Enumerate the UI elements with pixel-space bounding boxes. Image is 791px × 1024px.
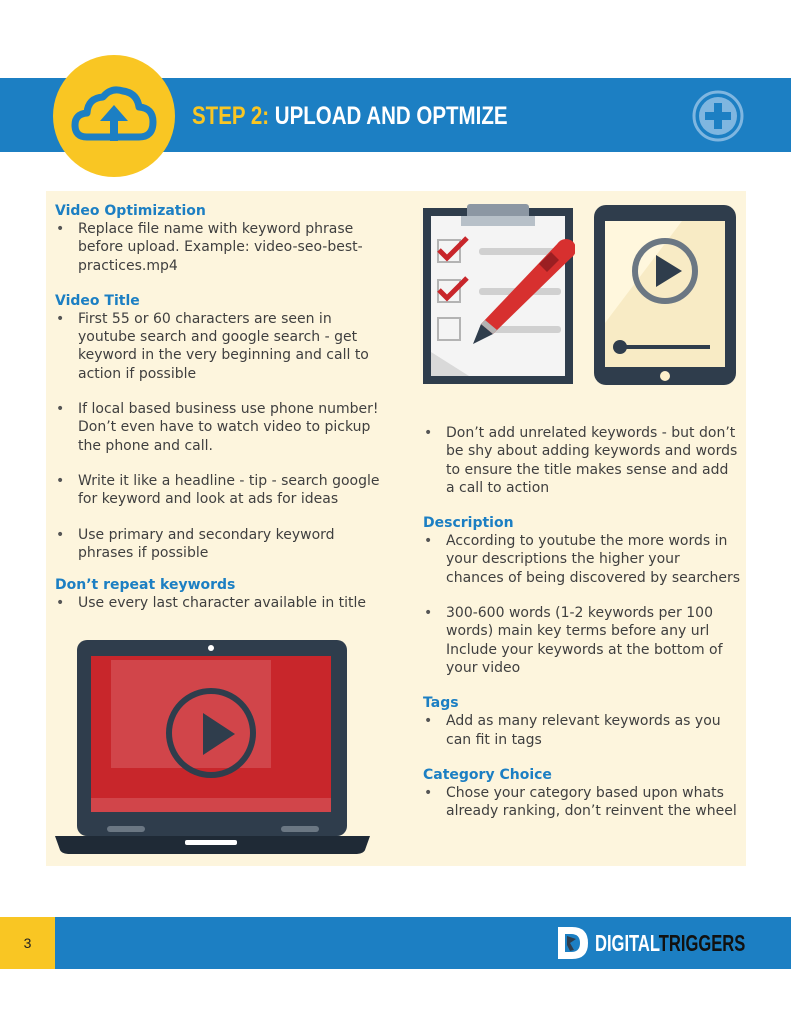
bullet-item: • First 55 or 60 characters are seen in youtube search and google search - get keyword in the very beginning and call to action if possible <box>55 310 385 383</box>
brand-part-2: TRIGGERS <box>658 930 746 956</box>
bullet-item: • Don’t add unrelated keywords - but don’t be shy about adding keywords and words to ensure the title makes sense and add a call to action <box>423 424 741 497</box>
bullet-item: • According to youtube the more words in your descriptions the higher your chances of being discovered by searchers <box>423 532 741 587</box>
bullet-item: • Write it like a headline - tip - search google for keyword and look at ads for ideas <box>55 472 385 509</box>
right-column <box>423 424 741 820</box>
section-heading: Description <box>423 515 514 532</box>
section-heading: Tags <box>423 695 459 712</box>
tablet-video-icon <box>592 203 738 386</box>
bullet-item: • 300-600 words (1-2 keywords per 100 words) main key terms before any url Include your keywords at the bottom of your video <box>423 604 741 677</box>
bullet-item: • Replace file name with keyword phrase before upload. Example: video-seo-best-practices.mp4 <box>55 220 385 275</box>
cloud-upload-icon <box>53 55 175 177</box>
section-heading: Video Optimization <box>55 203 206 219</box>
section-heading: Video Title <box>55 292 140 309</box>
bullet-item: • Chose your category based upon whats already ranking, don’t reinvent the wheel <box>423 784 741 821</box>
bullet-item: • Add as many relevant keywords as you can fit in tags <box>423 712 741 749</box>
section-heading: Don’t repeat keywords <box>55 577 236 594</box>
step-number: STEP 2: <box>192 102 270 130</box>
brand-part-1: DIGITAL <box>595 930 659 956</box>
section-heading: Category Choice <box>423 766 552 783</box>
bullet-item: • Use primary and secondary keyword phrases if possible <box>55 526 385 563</box>
left-column <box>55 202 385 612</box>
bullet-item: • Use every last character available in title <box>55 594 385 612</box>
brand-name <box>595 927 745 959</box>
step-title-text: UPLOAD AND OPTMIZE <box>274 102 508 130</box>
plus-circle-icon <box>691 89 745 143</box>
bullet-item: • If local based business use phone number! Don’t even have to watch video to pickup the phone and call. <box>55 400 385 455</box>
page-title <box>192 97 508 135</box>
brand-logo-icon <box>556 925 590 961</box>
laptop-video-icon <box>55 638 370 856</box>
page-number: 3 <box>23 935 32 951</box>
clipboard-checklist-icon <box>421 202 575 386</box>
